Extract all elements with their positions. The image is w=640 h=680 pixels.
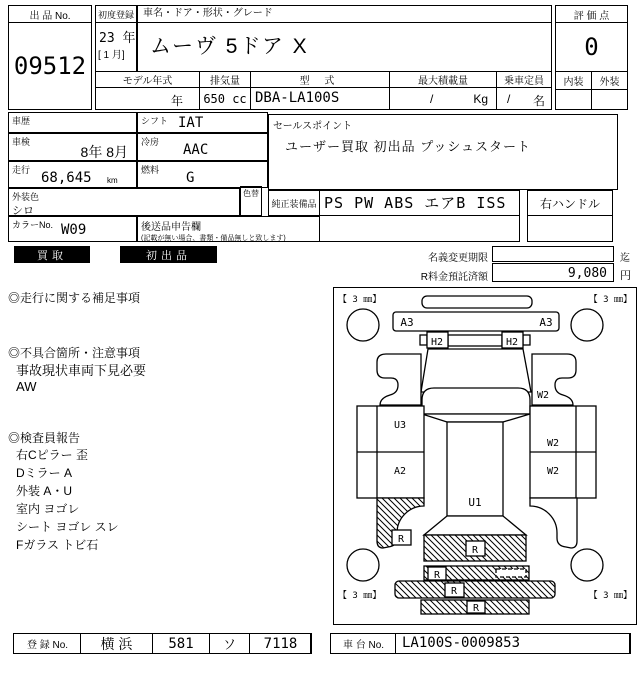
recycle-fee-label: R料金預託済額 (420, 272, 488, 283)
first-reg-month: [ 1 月] (98, 50, 125, 61)
model-code-header: 型 式 (250, 71, 390, 88)
grille-shape (448, 335, 502, 346)
handle-box: 右ハンドル (527, 190, 613, 216)
recycle-fee-box: 9,080 (492, 263, 614, 282)
front-marker-left (420, 335, 427, 345)
left-quarter-mark: R (397, 534, 405, 545)
left-front-door-label: U3 (393, 420, 407, 431)
front-bumper-shape (393, 312, 559, 331)
sales-point-box (268, 114, 618, 190)
inspector-line: Dミラー A (16, 466, 73, 480)
max-load-header: 最大積載量 (389, 71, 497, 88)
windshield-shape (422, 388, 530, 414)
equipment-empty-cell (319, 215, 520, 242)
color-change-label: 色替 (243, 189, 259, 198)
reg-area: 横 浜 (80, 633, 153, 654)
reg-kana: ソ (209, 633, 250, 654)
mileage-cell (8, 161, 137, 188)
car-name-value: ムーヴ 5ドア X (137, 22, 552, 72)
right-fender-label: W2 (537, 390, 550, 401)
interior-grade-value (555, 89, 592, 110)
lot-no-value: 09512 (8, 22, 92, 110)
first-listing-badge: 初出品 (120, 246, 217, 263)
defect-line: 事故現状車両下見必要 (16, 363, 147, 378)
reg-class: 581 (152, 633, 210, 654)
reg-number: 7118 (249, 633, 312, 654)
fuel-value: G (186, 170, 195, 186)
history-label: 車歴 (12, 116, 31, 126)
rear-left-tire (347, 549, 379, 581)
car-diagram (334, 288, 636, 624)
interior-grade-header: 内装 (555, 71, 592, 90)
history-cell (8, 112, 137, 133)
rear-bumper-shape (395, 581, 555, 598)
front-left-tire (347, 309, 379, 341)
fuel-cell (137, 161, 268, 188)
front-bumper-right-label: A3 (539, 316, 553, 329)
handle-empty-cell (527, 215, 613, 242)
exterior-color-label: 外装色 (12, 192, 40, 202)
inspector-line: 右Cピラー 歪 (16, 448, 89, 462)
name-change-suffix: 迄 (620, 253, 630, 264)
inspection-label: 車検 (12, 137, 31, 147)
mileage-label: 走行 (12, 165, 31, 175)
color-no-cell (8, 216, 137, 242)
chassis-label: 車 台 No. (342, 640, 385, 651)
registration-no-table (13, 633, 311, 654)
front-bumper-top-shape (422, 296, 532, 308)
later-items-label: 後送品申告欄 (141, 222, 201, 233)
tread-rear-right-label: 【 3 ㎜】 (588, 591, 632, 601)
front-marker-right (523, 335, 530, 345)
first-reg-year: 23 年 (99, 31, 136, 46)
rear-bumper-mark: R (450, 586, 458, 597)
equipment-label: 純正装備品 (268, 190, 320, 216)
cowl-shape (422, 414, 530, 422)
buyback-badge: 買取 (14, 246, 90, 263)
roof-label: U1 (468, 496, 482, 509)
exterior-grade-value (591, 89, 628, 110)
first-registration-header: 初度登録 (95, 5, 137, 23)
displacement-value: 650 cc (199, 87, 251, 110)
first-registration-value (95, 22, 137, 72)
headlamp-left-label: H2 (430, 337, 444, 348)
model-year-value: 年 (95, 87, 200, 110)
lot-no-header: 出 品 No. (8, 5, 92, 23)
ac-label: 冷房 (141, 137, 160, 147)
exterior-grade-header: 外装 (591, 71, 628, 90)
recycle-fee-suffix: 円 (620, 270, 631, 282)
rear-gate-mark: R (471, 545, 479, 556)
chassis-value: LA100S-0009853 (395, 633, 631, 654)
sales-point-value: ユーザー買取 初出品 プッシュスタート (285, 139, 532, 154)
right-quarter-shape (530, 498, 577, 548)
mileage-unit: km (107, 176, 118, 185)
tread-front-right-label: 【 3 ㎜】 (588, 295, 632, 305)
model-year-header: モデル年式 (95, 71, 200, 88)
sales-point-label: セールスポイント (273, 121, 353, 132)
max-load-unit: Kg (473, 92, 488, 106)
left-front-fender-shape (377, 354, 421, 405)
capacity-header: 乗車定員 (496, 71, 552, 88)
inspector-line: 外装 A・U (16, 484, 73, 498)
car-name-header: 車名・ドア・形状・グレード (137, 5, 552, 23)
capacity-value (496, 87, 552, 110)
inspector-heading: ◎検査員報告 (8, 431, 81, 445)
tread-rear-left-label: 【 3 ㎜】 (338, 591, 382, 601)
max-load-slash: / (430, 92, 434, 106)
shift-value: IAT (178, 115, 204, 131)
mileage-value: 68,645 (41, 170, 92, 186)
front-bumper-left-label: A3 (400, 316, 414, 329)
equipment-value: PS PW ABS エアB ISS (319, 190, 520, 216)
front-right-tire (571, 309, 603, 341)
hood-shape (421, 349, 531, 392)
shift-label: シフト (141, 116, 169, 126)
defect-line: AW (16, 379, 37, 394)
inspector-line: シート ヨゴレ スレ (16, 520, 119, 534)
reg-no-label: 登 録 No. (26, 640, 69, 651)
right-rear-door-label: W2 (546, 466, 560, 477)
later-items-note: (記載が無い場合、書類・備品無しと致します) (141, 235, 286, 242)
left-rear-door-label: A2 (393, 466, 407, 477)
max-load-value (389, 87, 497, 110)
rear-panel-mark: R (433, 570, 441, 581)
tread-front-left-label: 【 3 ㎜】 (338, 295, 382, 305)
color-change-cell (240, 186, 262, 216)
chassis-no-box (330, 633, 630, 654)
capacity-unit: 名 (532, 94, 545, 108)
right-front-door-label: W2 (546, 438, 560, 449)
score-header: 評 価 点 (555, 5, 628, 23)
later-items-cell (137, 216, 320, 242)
color-no-value: W09 (61, 222, 87, 238)
defects-heading: ◎不具合箇所・注意事項 (8, 346, 141, 360)
shift-cell (137, 112, 268, 133)
color-no-label: カラーNo. (12, 220, 54, 230)
capacity-slash: / (507, 92, 511, 106)
fuel-label: 燃料 (141, 165, 160, 175)
mileage-note-heading: ◎走行に関する補足事項 (8, 291, 141, 305)
name-change-label: 名義変更期限 (428, 253, 488, 264)
rear-garnish-shape (496, 569, 526, 577)
exterior-color-cell (8, 188, 240, 216)
rear-right-tire (571, 549, 603, 581)
score-value: 0 (555, 22, 628, 72)
rear-under-mark: R (472, 603, 480, 614)
ac-value: AAC (183, 142, 209, 158)
inspector-line: 室内 ヨゴレ (16, 502, 80, 516)
inspection-value: 8年 8月 (80, 144, 128, 160)
ac-cell (137, 133, 268, 161)
damage-diagram-box (333, 287, 637, 625)
inspector-line: Fガラス トビ石 (16, 538, 99, 552)
name-change-box (492, 246, 614, 262)
displacement-header: 排気量 (199, 71, 251, 88)
rear-window-shape (424, 516, 526, 535)
headlamp-right-label: H2 (505, 337, 519, 348)
exterior-color-value: シロ (12, 205, 34, 217)
model-code-value: DBA-LA100S (250, 87, 390, 110)
inspection-cell (8, 133, 137, 161)
